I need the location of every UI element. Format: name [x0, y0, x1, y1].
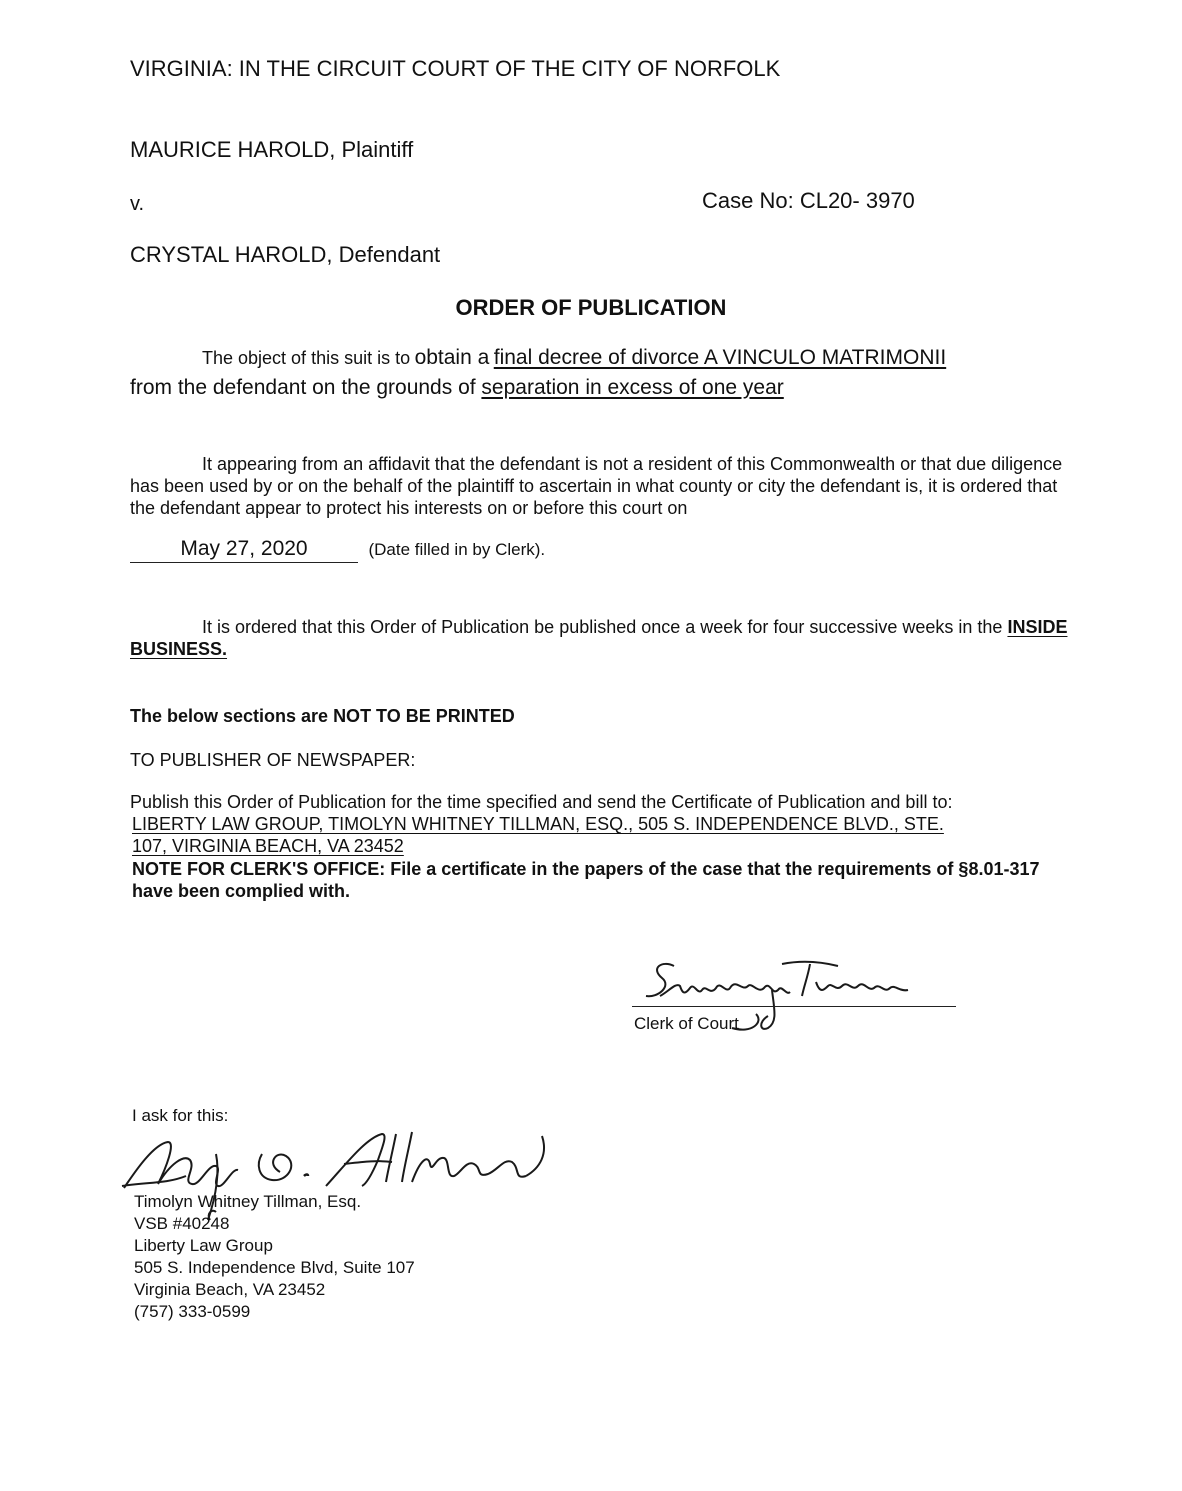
attorney-phone: (757) 333-0599: [134, 1302, 251, 1321]
page-title: ORDER OF PUBLICATION: [455, 295, 727, 320]
newspaper-name: INSIDE BUSINESS.: [130, 617, 1068, 659]
date-line: [130, 536, 545, 563]
attorney-vsb: VSB #40248: [134, 1214, 230, 1233]
grounds-line: [130, 376, 784, 400]
object-line: [202, 346, 946, 370]
attorney-address-2: Virginia Beach, VA 23452: [134, 1280, 326, 1299]
appearance-date: May 27, 2020: [130, 536, 358, 563]
defendant-line: CRYSTAL HAROLD, Defendant: [130, 242, 441, 267]
object-lead-large: obtain a: [414, 346, 490, 369]
bill-to-line-2: 107, VIRGINIA BEACH, VA 23452: [132, 836, 404, 856]
clerk-note: NOTE FOR CLERK'S OFFICE: File a certificate in the papers of the case that the requirements of §8.01-317 have been complied with.: [132, 859, 1040, 901]
decree-type: final decree of divorce A VINCULO MATRIMONII: [493, 346, 947, 369]
plaintiff-line: MAURICE HAROLD, Plaintiff: [130, 137, 414, 162]
bill-to-line-1: LIBERTY LAW GROUP, TIMOLYN WHITNEY TILLMAN, ESQ., 505 S. INDEPENDENCE BLVD., STE.: [132, 814, 944, 834]
clerk-signature-line: [632, 1006, 956, 1007]
appearing-paragraph: It appearing from an affidavit that the defendant is not a resident of this Commonwealth or that due diligence has been used by or on the behalf of the plaintiff to ascertain in what county or city the defendant is, it is ordered that the defendant appear to protect his interests on or before this court on: [130, 454, 1063, 518]
attorney-address-1: 505 S. Independence Blvd, Suite 107: [134, 1258, 415, 1277]
case-number: Case No: CL20- 3970: [702, 188, 915, 213]
publish-order-text: It is ordered that this Order of Publication be published once a week for four successive weeks in the: [202, 617, 1003, 637]
date-note: (Date filled in by Clerk).: [368, 540, 546, 559]
attorney-firm: Liberty Law Group: [134, 1236, 273, 1255]
to-publisher: TO PUBLISHER OF NEWSPAPER:: [130, 750, 416, 770]
object-lead-small: The object of this suit is to: [202, 348, 411, 368]
attorney-name: Timolyn Whitney Tillman, Esq.: [134, 1192, 362, 1211]
not-printed-heading: The below sections are NOT TO BE PRINTED: [130, 706, 515, 726]
clerk-label: Clerk of Court: [634, 1014, 739, 1033]
grounds-value: separation in excess of one year: [481, 376, 784, 399]
grounds-lead: from the defendant on the grounds of: [130, 376, 476, 399]
ask-for-this: I ask for this:: [132, 1106, 229, 1125]
versus: v.: [130, 193, 145, 215]
court-heading: VIRGINIA: IN THE CIRCUIT COURT OF THE CITY OF NORFOLK: [130, 56, 781, 81]
publish-order-paragraph: [130, 616, 1075, 660]
publish-instructions: Publish this Order of Publication for the time specified and send the Certificate of Publication and bill to:: [130, 792, 953, 812]
